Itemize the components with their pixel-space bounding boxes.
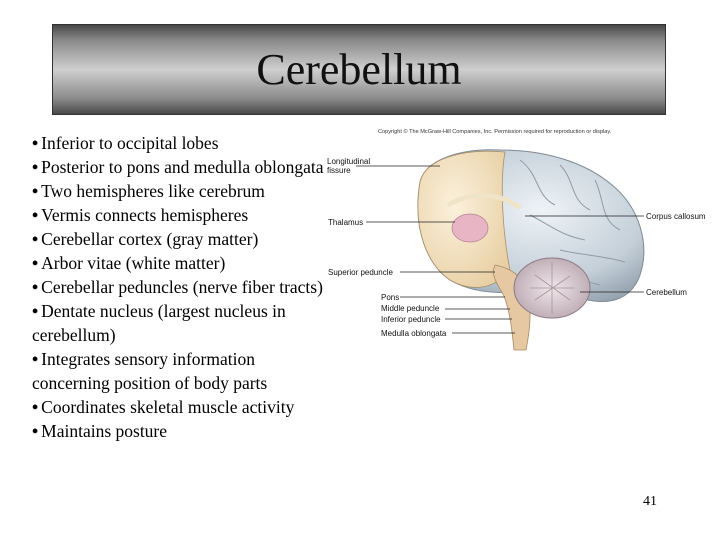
bullet-text: Cerebellar peduncles (nerve fiber tracts) [41, 277, 323, 297]
bullet-text: Maintains posture [41, 421, 168, 441]
label-medulla-oblongata: Medulla oblongata [381, 329, 447, 338]
page-number: 41 [643, 494, 657, 509]
bullet-dot: • [32, 181, 39, 201]
slide-title: Cerebellum [256, 45, 462, 94]
copyright-notice: Copyright © The McGraw-Hill Companies, Inc. Permission required for reproduction or display. [378, 129, 612, 135]
bullet-dot: • [32, 205, 39, 225]
bullet-dot: • [32, 397, 39, 417]
label-line-1: Longitudinal [327, 157, 371, 166]
label-pons: Pons [381, 293, 400, 302]
bullet-text: Arbor vitae (white matter) [41, 253, 226, 273]
label-inferior-peduncle: Inferior peduncle [381, 315, 441, 324]
label-cerebellum: Cerebellum [646, 288, 687, 297]
label-superior-peduncle: Superior peduncle [328, 268, 393, 277]
bullet-text: Integrates sensory information concerning position of body parts [32, 349, 268, 393]
bullet-dot: • [32, 229, 39, 249]
bullet-dot: • [32, 301, 39, 321]
bullet-dot: • [32, 157, 39, 177]
bullet-dot: • [32, 253, 39, 273]
label-longitudinal-fissure [327, 157, 370, 175]
bullet-dot: • [32, 421, 39, 441]
label-middle-peduncle: Middle peduncle [381, 304, 440, 313]
thalamus-shape [452, 214, 488, 242]
bullet-text: Coordinates skeletal muscle activity [41, 397, 295, 417]
bullet-text: Cerebellar cortex (gray matter) [41, 229, 259, 249]
label-line-2: fissure [327, 166, 351, 175]
label-thalamus: Thalamus [328, 218, 364, 227]
label-corpus-callosum: Corpus callosum [646, 212, 706, 221]
bullet-dot: • [32, 277, 39, 297]
bullet-text: Posterior to pons and medulla oblongata [41, 157, 324, 177]
bullet-text: Two hemispheres like cerebrum [41, 181, 265, 201]
bullet-dot: • [32, 133, 39, 153]
bullet-text: Dentate nucleus (largest nucleus in cerebellum) [32, 301, 286, 345]
bullet-text: Vermis connects hemispheres [41, 205, 249, 225]
bullet-dot: • [32, 349, 39, 369]
bullet-text: Inferior to occipital lobes [41, 133, 219, 153]
